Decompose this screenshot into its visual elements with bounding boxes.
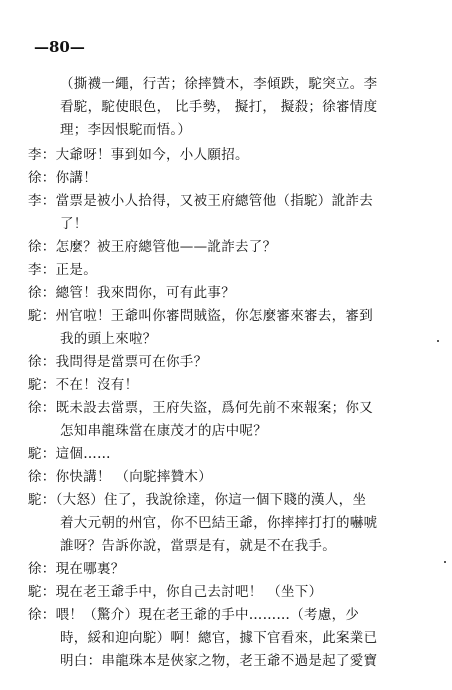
- script-line: 駝：州官啦！王爺叫你審問賊盜，你怎麼審來審去，審到: [28, 308, 373, 324]
- script-line: 駝：（大怒）住了，我說徐達，你這一個下賤的漢人，坐: [28, 492, 367, 508]
- script-line: 徐：你講！: [28, 170, 97, 186]
- script-line: 徐：既未設去當票，王府失盜，爲何先前不來報案；你又: [28, 400, 373, 416]
- script-line: 徐：喂！（驚介）現在老王爺的手中………（考慮，少: [28, 607, 360, 623]
- script-line: 誰呀？告訴你說，當票是有，就是不在我手。: [60, 538, 336, 554]
- script-line: 我的頭上來啦？: [60, 331, 157, 347]
- script-line: 了！: [60, 216, 88, 232]
- script-line: 怎知串龍珠當在康茂才的店中呢？: [60, 423, 267, 439]
- script-line: 徐：現在哪裏？: [28, 561, 125, 577]
- script-line: 李：大爺呀！事到如今，小人願招。: [28, 147, 249, 163]
- script-line: 駝：現在老王爺手中，你自己去討吧！ （坐下）: [28, 584, 323, 600]
- script-line: 徐：你快講！ （向駝摔贊木）: [28, 469, 212, 485]
- script-line: 明白：串龍珠本是俠家之物，老王爺不過是起了愛寶: [60, 653, 378, 669]
- script-line: 李：當票是被小人拾得，又被王府總管他（指駝）訛詐去: [28, 193, 373, 209]
- script-line: 着大元朝的州官，你不巴結王爺，你摔摔打打的嚇唬: [60, 515, 378, 531]
- script-line: 徐：總管！我來問你，可有此事？: [28, 285, 235, 301]
- scan-speck: [437, 340, 439, 342]
- script-line: 駝：不在！沒有！: [28, 377, 139, 393]
- script-line: 看駝，駝使眼色， 比手勢， 擬打， 擬殺；徐審情度: [60, 99, 378, 115]
- script-line: 駝：這個……: [28, 446, 111, 462]
- script-line: 李：正是。: [28, 262, 97, 278]
- script-line: 時，綏和迎向駝）啊！總官，據下官看來，此案業已: [60, 630, 378, 646]
- script-line: 徐：怎麼？被王府總管他——訛詐去了？: [28, 239, 277, 255]
- script-line: 理；李因恨駝而悟。）: [60, 122, 192, 138]
- page-number: —80—: [34, 38, 85, 56]
- scan-speck: [444, 561, 446, 563]
- script-line: （撕襪一繩，行苦；徐摔贊木，李傾跌，駝突立。李: [60, 76, 378, 92]
- script-line: 徐：我問得是當票可在你手？: [28, 354, 208, 370]
